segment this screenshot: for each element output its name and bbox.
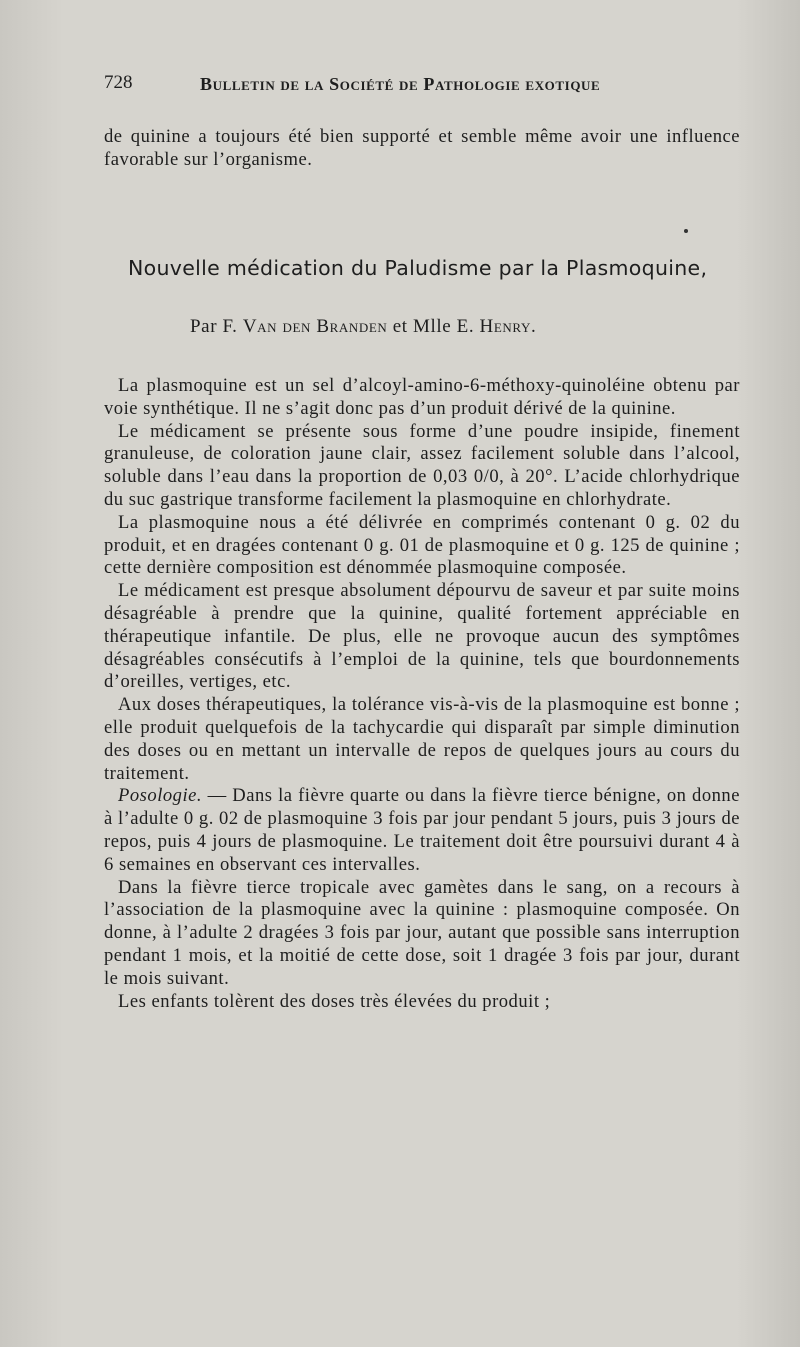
paragraph: Aux doses thérapeutiques, la tolérance vis-à-vis de la plasmoquine est bonne ; elle produit quelquefois de la tachycardie qui disparaît par simple diminution des doses ou en mettant un intervalle de repos de quelques jours au cours du traitement. — [104, 694, 740, 784]
article-body — [104, 375, 740, 1013]
paragraph: Les enfants tolèrent des doses très élevées du produit ; — [118, 990, 551, 1012]
byline-suffix: . — [530, 316, 537, 337]
paragraph: Le médicament se présente sous forme d’une poudre insipide, finement granuleuse, de coloration jaune clair, assez facilement soluble dans l’alcool, soluble dans l’eau dans la proportion de 0,03 0/0, à 20°. L’acide chlorhydrique du suc gastrique transforme facilement la plasmoquine en chlorhydrate. — [104, 420, 740, 510]
continuation-paragraph: de quinine a toujours été bien supporté et semble même avoir une influence favorable sur l’organisme. — [104, 126, 740, 170]
print-mark — [684, 229, 688, 233]
paragraph: La plasmoquine nous a été délivrée en comprimés contenant 0 g. 02 du produit, et en dragées contenant 0 g. 01 de plasmoquine et 0 g. 125 de quinine ; cette dernière composition est dénommée plasmoquine composée. — [104, 511, 740, 579]
running-head — [104, 72, 744, 102]
byline-prefix: Par F. — [190, 316, 243, 337]
paragraph: La plasmoquine est un sel d’alcoyl-amino-6-méthoxy-quinoléine obtenu par voie synthétique. Il ne s’agit donc pas d’un produit dérivé de la quinine. — [104, 375, 740, 419]
posologie-label: Posologie. — [118, 785, 203, 807]
article-title: Nouvelle médication du Paludisme par la Plasmoquine, — [128, 256, 708, 280]
paragraph: Dans la fièvre tierce tropicale avec gamètes dans le sang, on a recours à l’association de la plasmoquine avec la quinine : plasmoquine composée. On donne, à l’adulte 2 dragées 3 fois par jour, autant que possible sans interruption pendant 1 mois, et la moitié de cette dose, soit 1 dragée 3 fois par jour, durant le mois suivant. — [104, 876, 740, 989]
posologie-text: — Dans la fièvre quarte ou dans la fièvre tierce bénigne, on donne à l’adulte 0 g. 02 de plasmoquine 3 fois par jour pendant 5 jours, puis 3 jours de repos, puis 4 jours de plasmoquine. Le traitement doit être poursuivi durant 4 à 6 semaines en observant ces intervalles. — [104, 785, 740, 875]
posologie-paragraph — [104, 785, 740, 876]
author-name: Henry — [479, 316, 531, 337]
author-name: Van den Branden — [242, 316, 388, 337]
page-number: 728 — [104, 72, 133, 93]
journal-title: Bulletin de la Société de Pathologie exotique — [200, 74, 601, 94]
byline-joiner: et Mlle E. — [387, 316, 480, 337]
article-byline — [190, 316, 536, 338]
paragraph: Le médicament est presque absolument dépourvu de saveur et par suite moins désagréable à prendre que la quinine, qualité fortement appréciable en thérapeutique infantile. De plus, elle ne provoque aucun des symptômes désagréables consécutifs à l’emploi de la quinine, tels que bourdonnements d’oreilles, vertiges, etc. — [104, 580, 740, 693]
